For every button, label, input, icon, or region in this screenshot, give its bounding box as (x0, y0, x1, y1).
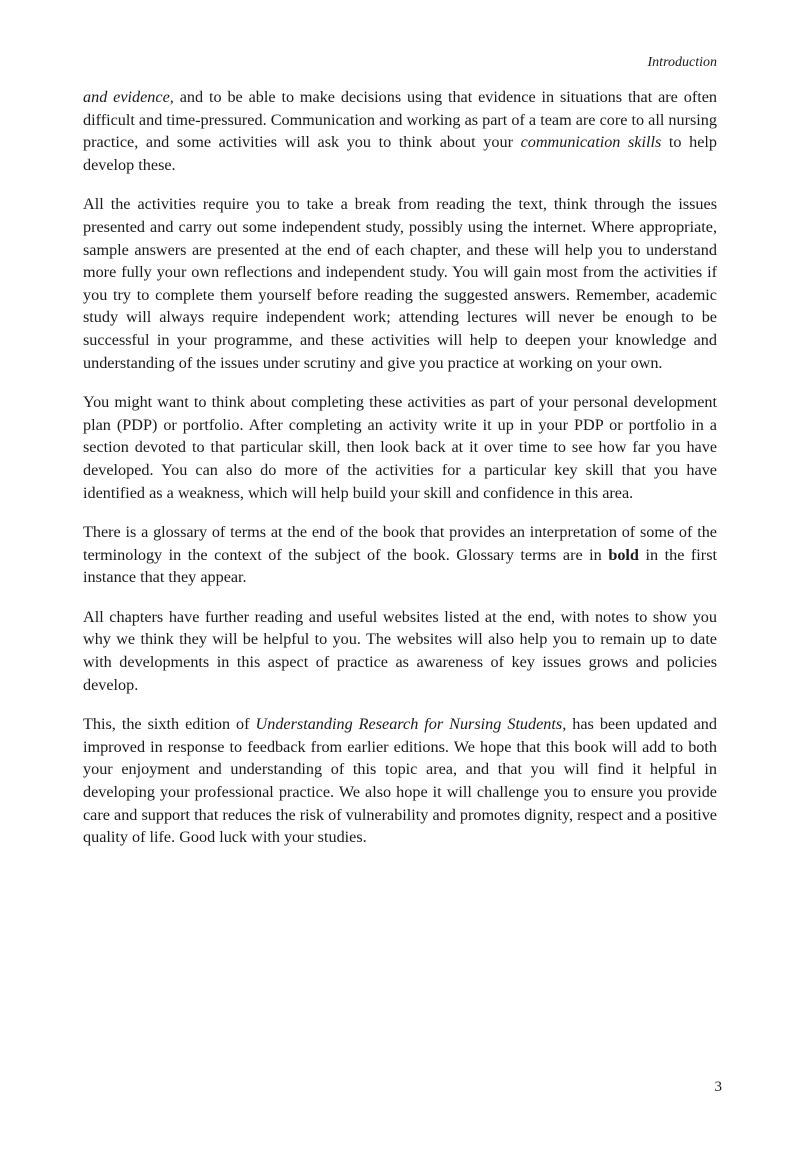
paragraph-text: and to be able to make decisions using that evidence in situations that are often difficult and time-pressured. Communication and working as part of a team are core to all nursing practice, and some activities will ask you to think about your (83, 88, 718, 152)
paragraph-sixth-edition (83, 713, 717, 849)
running-head: Introduction (647, 55, 717, 70)
paragraph-text: This, the sixth edition of (83, 715, 256, 734)
paragraph-text: to help develop these. (83, 133, 717, 174)
paragraph-text: There is a glossary of terms at the end of the book that provides an interpretation of some of the terminology in the context of the subject of the book. Glossary terms are in (83, 523, 717, 564)
italic-term: and evidence, (83, 88, 174, 106)
paragraph-glossary (83, 521, 717, 589)
paragraph-pdp: You might want to think about completing these activities as part of your personal development plan (PDP) or portfolio. After completing an activity write it up in your PDP or portfolio in a section devoted to that particular skill, then look back at it over time to see how far you have developed. You can also do more of the activities for a particular key skill that you have identified as a weakness, which will help build your skill and confidence in this area. (83, 393, 717, 502)
paragraph-activities: All the activities require you to take a break from reading the text, think through the issues presented and carry out some independent study, possibly using the internet. Where appropriate, sample answers are presented at the end of each chapter, and these will help you to understand more fully your own reflections and independent study. You will gain most from the activities if you try to complete them yourself before reading the suggested answers. Remember, academic study will always require independent work; attending lectures will never be enough to be successful in your programme, and these activities will help to deepen your knowledge and understanding of the issues under scrutiny and give you practice at working on your own. (83, 195, 717, 372)
paragraph-text: has been updated and improved in response to feedback from earlier editions. We hope that this book will add to both your enjoyment and understanding of this topic area, and that you will find it helpful in developing your professional practice. We also hope it will challenge you to ensure you provide care and support that reduces the risk of vulnerability and promotes dignity, respect and a positive quality of life. Good luck with your studies. (83, 715, 717, 847)
bold-term: bold (608, 545, 639, 564)
page-number: 3 (714, 1079, 722, 1095)
paragraph-further-reading: All chapters have further reading and useful websites listed at the end, with notes to show you why we think they will be helpful to you. The websites will also help you to remain up to date with developments in this aspect of practice as awareness of key issues grows and policies develop. (83, 607, 717, 694)
body-text (83, 86, 717, 866)
paragraph-text: in the first instance that they appear. (83, 545, 717, 587)
italic-term: communication skills (520, 133, 662, 152)
paragraph-evidence (83, 86, 717, 176)
book-title: Understanding Research for Nursing Students, (255, 715, 567, 734)
